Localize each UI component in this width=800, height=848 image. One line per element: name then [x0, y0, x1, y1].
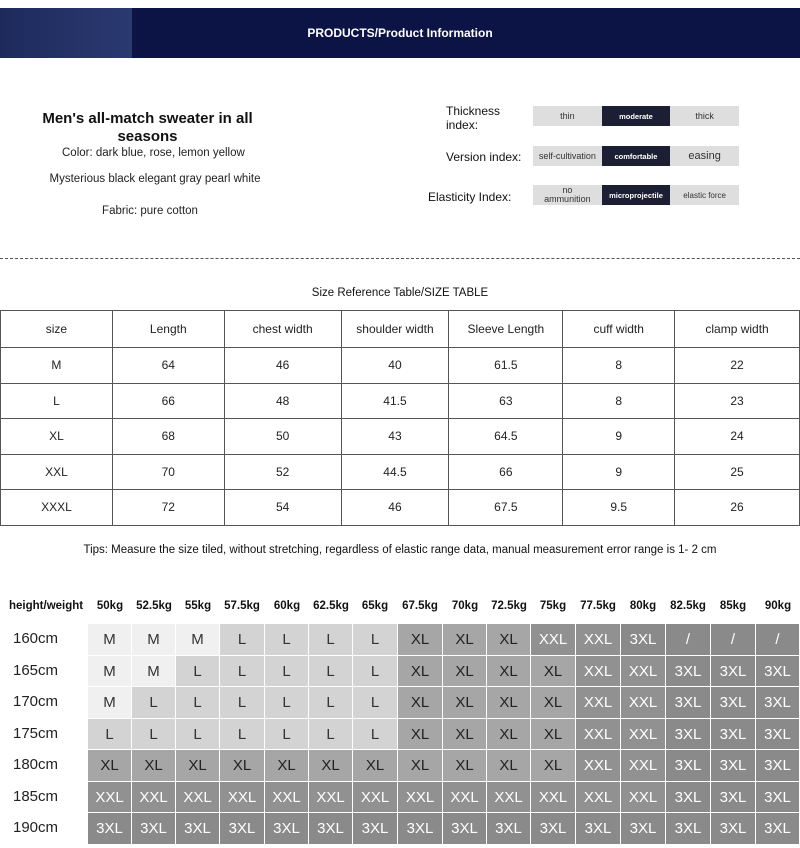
hw-weight-header: 90kg	[764, 600, 792, 612]
header-cell: clamp width	[675, 311, 800, 348]
hw-size-cell: XXL	[531, 624, 576, 656]
product-fabric: Fabric: pure cotton	[102, 205, 198, 217]
hw-weight-header: 57.5kg	[224, 600, 260, 612]
hw-size-cell: 3XL	[176, 813, 220, 845]
hw-size-cell: XXL	[531, 782, 576, 813]
index-option: thin	[533, 106, 602, 126]
hw-weight-header: 60kg	[273, 600, 301, 612]
hw-corner-label: height/weight	[9, 600, 84, 612]
hw-size-cell: XL	[132, 750, 176, 782]
hw-height-label: 185cm	[13, 788, 59, 805]
hw-size-cell: 3XL	[353, 813, 398, 845]
hw-size-cell: L	[309, 656, 353, 687]
measure-cell: 46	[341, 490, 449, 526]
measure-cell: 67.5	[449, 490, 563, 526]
hw-size-cell: XL	[353, 750, 398, 782]
size-table-title: Size Reference Table/SIZE TABLE	[311, 287, 489, 299]
hw-size-cell: XXL	[176, 782, 220, 813]
hw-size-cell: XL	[443, 624, 487, 656]
measure-cell: 8	[563, 383, 675, 419]
hw-size-cell: L	[176, 656, 220, 687]
product-colors-extra: Mysterious black elegant gray pearl white	[49, 173, 261, 185]
hw-size-cell: /	[711, 624, 756, 656]
hw-size-cell: 3XL	[621, 624, 666, 656]
hw-size-cell: XL	[531, 750, 576, 782]
hw-size-cell: XL	[398, 687, 443, 719]
measure-cell: 64	[112, 348, 224, 384]
size-table-row	[1, 419, 800, 455]
measure-cell: 43	[341, 419, 449, 455]
measure-cell: 46	[224, 348, 341, 384]
hw-weight-header: 82.5kg	[670, 600, 706, 612]
measure-cell: 9.5	[563, 490, 675, 526]
measure-cell: 8	[563, 348, 675, 384]
hw-weight-header: 67.5kg	[402, 600, 438, 612]
hw-size-cell: 3XL	[220, 813, 265, 845]
hw-size-cell: 3XL	[711, 782, 756, 813]
size-table-row	[1, 383, 800, 419]
hw-height-label: 175cm	[13, 725, 59, 742]
hw-height-label: 170cm	[13, 693, 59, 710]
hw-size-cell: XXL	[353, 782, 398, 813]
hw-size-cell: XXL	[576, 750, 621, 782]
header-cell: Length	[112, 311, 224, 348]
hw-weight-header: 85kg	[719, 600, 747, 612]
measure-cell: 25	[675, 454, 800, 490]
measure-cell: 48	[224, 383, 341, 419]
hw-size-cell: 3XL	[711, 719, 756, 750]
hw-size-cell: XL	[487, 656, 531, 687]
hw-weight-header: 72.5kg	[491, 600, 527, 612]
hw-size-cell: XXL	[621, 719, 666, 750]
hw-size-cell: L	[132, 687, 176, 719]
hw-size-cell: 3XL	[621, 813, 666, 845]
measure-cell: 44.5	[341, 454, 449, 490]
measure-cell: 23	[675, 383, 800, 419]
hw-size-cell: 3XL	[398, 813, 443, 845]
size-table	[0, 310, 800, 526]
hw-size-cell: 3XL	[576, 813, 621, 845]
measure-cell: 68	[112, 419, 224, 455]
index-option: elastic force	[670, 185, 739, 205]
index-option: easing	[670, 146, 739, 166]
hw-weight-header: 55kg	[184, 600, 212, 612]
size-cell: L	[1, 383, 113, 419]
hw-size-cell: 3XL	[531, 813, 576, 845]
hw-size-cell: XXL	[576, 719, 621, 750]
hw-size-cell: 3XL	[756, 782, 800, 813]
index-option: no ammunition	[533, 185, 602, 205]
hw-size-cell: 3XL	[666, 750, 711, 782]
hw-size-cell: M	[132, 624, 176, 656]
product-colors: Color: dark blue, rose, lemon yellow	[62, 147, 245, 159]
measure-cell: 66	[112, 383, 224, 419]
measure-cell: 52	[224, 454, 341, 490]
measure-cell: 41.5	[341, 383, 449, 419]
header-banner	[0, 8, 800, 58]
hw-size-cell: XL	[176, 750, 220, 782]
hw-size-cell: 3XL	[666, 687, 711, 719]
hw-size-cell: 3XL	[88, 813, 132, 845]
hw-size-cell: /	[756, 624, 800, 656]
hw-size-cell: L	[176, 719, 220, 750]
hw-size-cell: L	[353, 624, 398, 656]
hw-size-cell: L	[265, 687, 309, 719]
hw-size-cell: XXL	[576, 687, 621, 719]
hw-size-cell: XL	[487, 750, 531, 782]
hw-weight-header: 62.5kg	[313, 600, 349, 612]
hw-weight-header: 52.5kg	[136, 600, 172, 612]
hw-size-cell: XXL	[265, 782, 309, 813]
size-table-row	[1, 454, 800, 490]
hw-height-label: 190cm	[13, 819, 59, 836]
hw-size-cell: XXL	[132, 782, 176, 813]
hw-size-cell: XXL	[621, 782, 666, 813]
size-cell: M	[1, 348, 113, 384]
thickness-index-bar	[533, 106, 739, 126]
measure-cell: 64.5	[449, 419, 563, 455]
index-option-selected: comfortable	[602, 146, 671, 166]
hw-size-cell: M	[88, 624, 132, 656]
hw-size-cell: XL	[531, 656, 576, 687]
measure-cell: 50	[224, 419, 341, 455]
hw-size-cell: L	[353, 656, 398, 687]
hw-size-cell: L	[220, 719, 265, 750]
hw-height-label: 180cm	[13, 756, 59, 773]
hw-size-cell: 3XL	[666, 782, 711, 813]
hw-size-cell: 3XL	[265, 813, 309, 845]
hw-size-cell: L	[309, 719, 353, 750]
hw-weight-header: 80kg	[629, 600, 657, 612]
hw-size-cell: XL	[531, 719, 576, 750]
measure-cell: 9	[563, 419, 675, 455]
hw-size-cell: /	[666, 624, 711, 656]
measure-cell: 9	[563, 454, 675, 490]
hw-size-cell: M	[88, 656, 132, 687]
measure-cell: 63	[449, 383, 563, 419]
measure-cell: 66	[449, 454, 563, 490]
hw-size-cell: M	[132, 656, 176, 687]
size-cell: XXL	[1, 454, 113, 490]
hw-size-cell: L	[353, 719, 398, 750]
measure-cell: 61.5	[449, 348, 563, 384]
hw-size-cell: XL	[398, 624, 443, 656]
hw-size-cell: L	[265, 624, 309, 656]
hw-size-cell: XL	[398, 750, 443, 782]
hw-weight-header: 50kg	[96, 600, 124, 612]
hw-size-cell: XXL	[309, 782, 353, 813]
version-index-label: Version index:	[446, 150, 522, 164]
measure-cell: 40	[341, 348, 449, 384]
hw-height-label: 165cm	[13, 662, 59, 679]
version-index-bar	[533, 146, 739, 166]
hw-size-cell: L	[88, 719, 132, 750]
hw-weight-header: 70kg	[451, 600, 479, 612]
hw-size-cell: 3XL	[666, 656, 711, 687]
elasticity-index-label: Elasticity Index:	[428, 190, 512, 204]
hw-size-cell: XL	[309, 750, 353, 782]
size-table-body	[1, 348, 800, 526]
hw-size-cell: M	[88, 687, 132, 719]
hw-size-cell: XL	[531, 687, 576, 719]
header-title: PRODUCTS/Product Information	[307, 26, 493, 40]
hw-size-cell: M	[176, 624, 220, 656]
measure-cell: 72	[112, 490, 224, 526]
measure-cell: 26	[675, 490, 800, 526]
hw-size-cell: XL	[443, 687, 487, 719]
hw-size-cell: XL	[398, 719, 443, 750]
size-table-header-row	[1, 311, 800, 348]
hw-size-cell: 3XL	[711, 813, 756, 845]
elasticity-index-bar	[533, 185, 739, 205]
hw-size-cell: XL	[220, 750, 265, 782]
hw-size-cell: L	[309, 624, 353, 656]
hw-size-cell: XXL	[576, 782, 621, 813]
hw-size-cell: XXL	[621, 656, 666, 687]
hw-size-cell: 3XL	[756, 750, 800, 782]
hw-size-cell: XXL	[576, 656, 621, 687]
hw-size-cell: 3XL	[487, 813, 531, 845]
measure-cell: 22	[675, 348, 800, 384]
hw-size-cell: XL	[265, 750, 309, 782]
hw-size-cell: XXL	[220, 782, 265, 813]
hw-size-cell: 3XL	[756, 813, 800, 845]
hw-size-cell: 3XL	[756, 719, 800, 750]
hw-weight-header: 65kg	[361, 600, 389, 612]
size-cell: XL	[1, 419, 113, 455]
thickness-index-label: Thickness index:	[446, 104, 501, 132]
hw-size-cell: L	[132, 719, 176, 750]
hw-size-cell: XL	[487, 687, 531, 719]
hw-size-cell: 3XL	[132, 813, 176, 845]
hw-size-cell: L	[220, 687, 265, 719]
hw-size-cell: XXL	[398, 782, 443, 813]
header-cell: size	[1, 311, 113, 348]
section-divider	[0, 258, 800, 259]
hw-size-cell: 3XL	[666, 813, 711, 845]
header-cell: cuff width	[563, 311, 675, 348]
hw-size-cell: L	[265, 656, 309, 687]
hw-size-cell: XXL	[487, 782, 531, 813]
hw-size-cell: L	[309, 687, 353, 719]
size-cell: XXXL	[1, 490, 113, 526]
hw-size-cell: 3XL	[309, 813, 353, 845]
hw-height-label: 160cm	[13, 630, 59, 647]
measure-cell: 54	[224, 490, 341, 526]
measure-cell: 24	[675, 419, 800, 455]
hw-size-cell: XL	[487, 624, 531, 656]
hw-size-cell: L	[220, 624, 265, 656]
hw-size-cell: 3XL	[756, 656, 800, 687]
hw-size-cell: 3XL	[711, 687, 756, 719]
header-cell: Sleeve Length	[449, 311, 563, 348]
hw-size-cell: 3XL	[711, 656, 756, 687]
header-cell: shoulder width	[341, 311, 449, 348]
size-table-row	[1, 490, 800, 526]
tips-note: Tips: Measure the size tiled, without stretching, regardless of elastic range data, manual measurement error range is 1- 2 cm	[83, 544, 717, 556]
hw-size-cell: XL	[398, 656, 443, 687]
hw-size-cell: XL	[88, 750, 132, 782]
hw-size-cell: XL	[443, 719, 487, 750]
product-name: Men's all-match sweater in all seasons	[42, 110, 253, 145]
hw-size-cell: L	[176, 687, 220, 719]
hw-size-cell: L	[220, 656, 265, 687]
hw-size-cell: XL	[443, 656, 487, 687]
index-option: thick	[670, 106, 739, 126]
hw-weight-header: 75kg	[539, 600, 567, 612]
hw-size-cell: 3XL	[443, 813, 487, 845]
measure-cell: 70	[112, 454, 224, 490]
hw-size-cell: XXL	[576, 624, 621, 656]
hw-size-cell: 3XL	[666, 719, 711, 750]
hw-size-cell: L	[265, 719, 309, 750]
index-option: self-cultivation	[533, 146, 602, 166]
index-option-selected: microprojectile	[602, 185, 671, 205]
hw-size-cell: XL	[443, 750, 487, 782]
hw-size-cell: XXL	[621, 687, 666, 719]
hw-size-cell: XXL	[443, 782, 487, 813]
hw-size-cell: 3XL	[756, 687, 800, 719]
header-cell: chest width	[224, 311, 341, 348]
size-table-row	[1, 348, 800, 384]
hw-weight-header: 77.5kg	[580, 600, 616, 612]
hw-size-cell: L	[353, 687, 398, 719]
hw-size-cell: XXL	[621, 750, 666, 782]
hw-size-cell: XXL	[88, 782, 132, 813]
index-option-selected: moderate	[602, 106, 671, 126]
hw-size-cell: XL	[487, 719, 531, 750]
hw-size-cell: 3XL	[711, 750, 756, 782]
